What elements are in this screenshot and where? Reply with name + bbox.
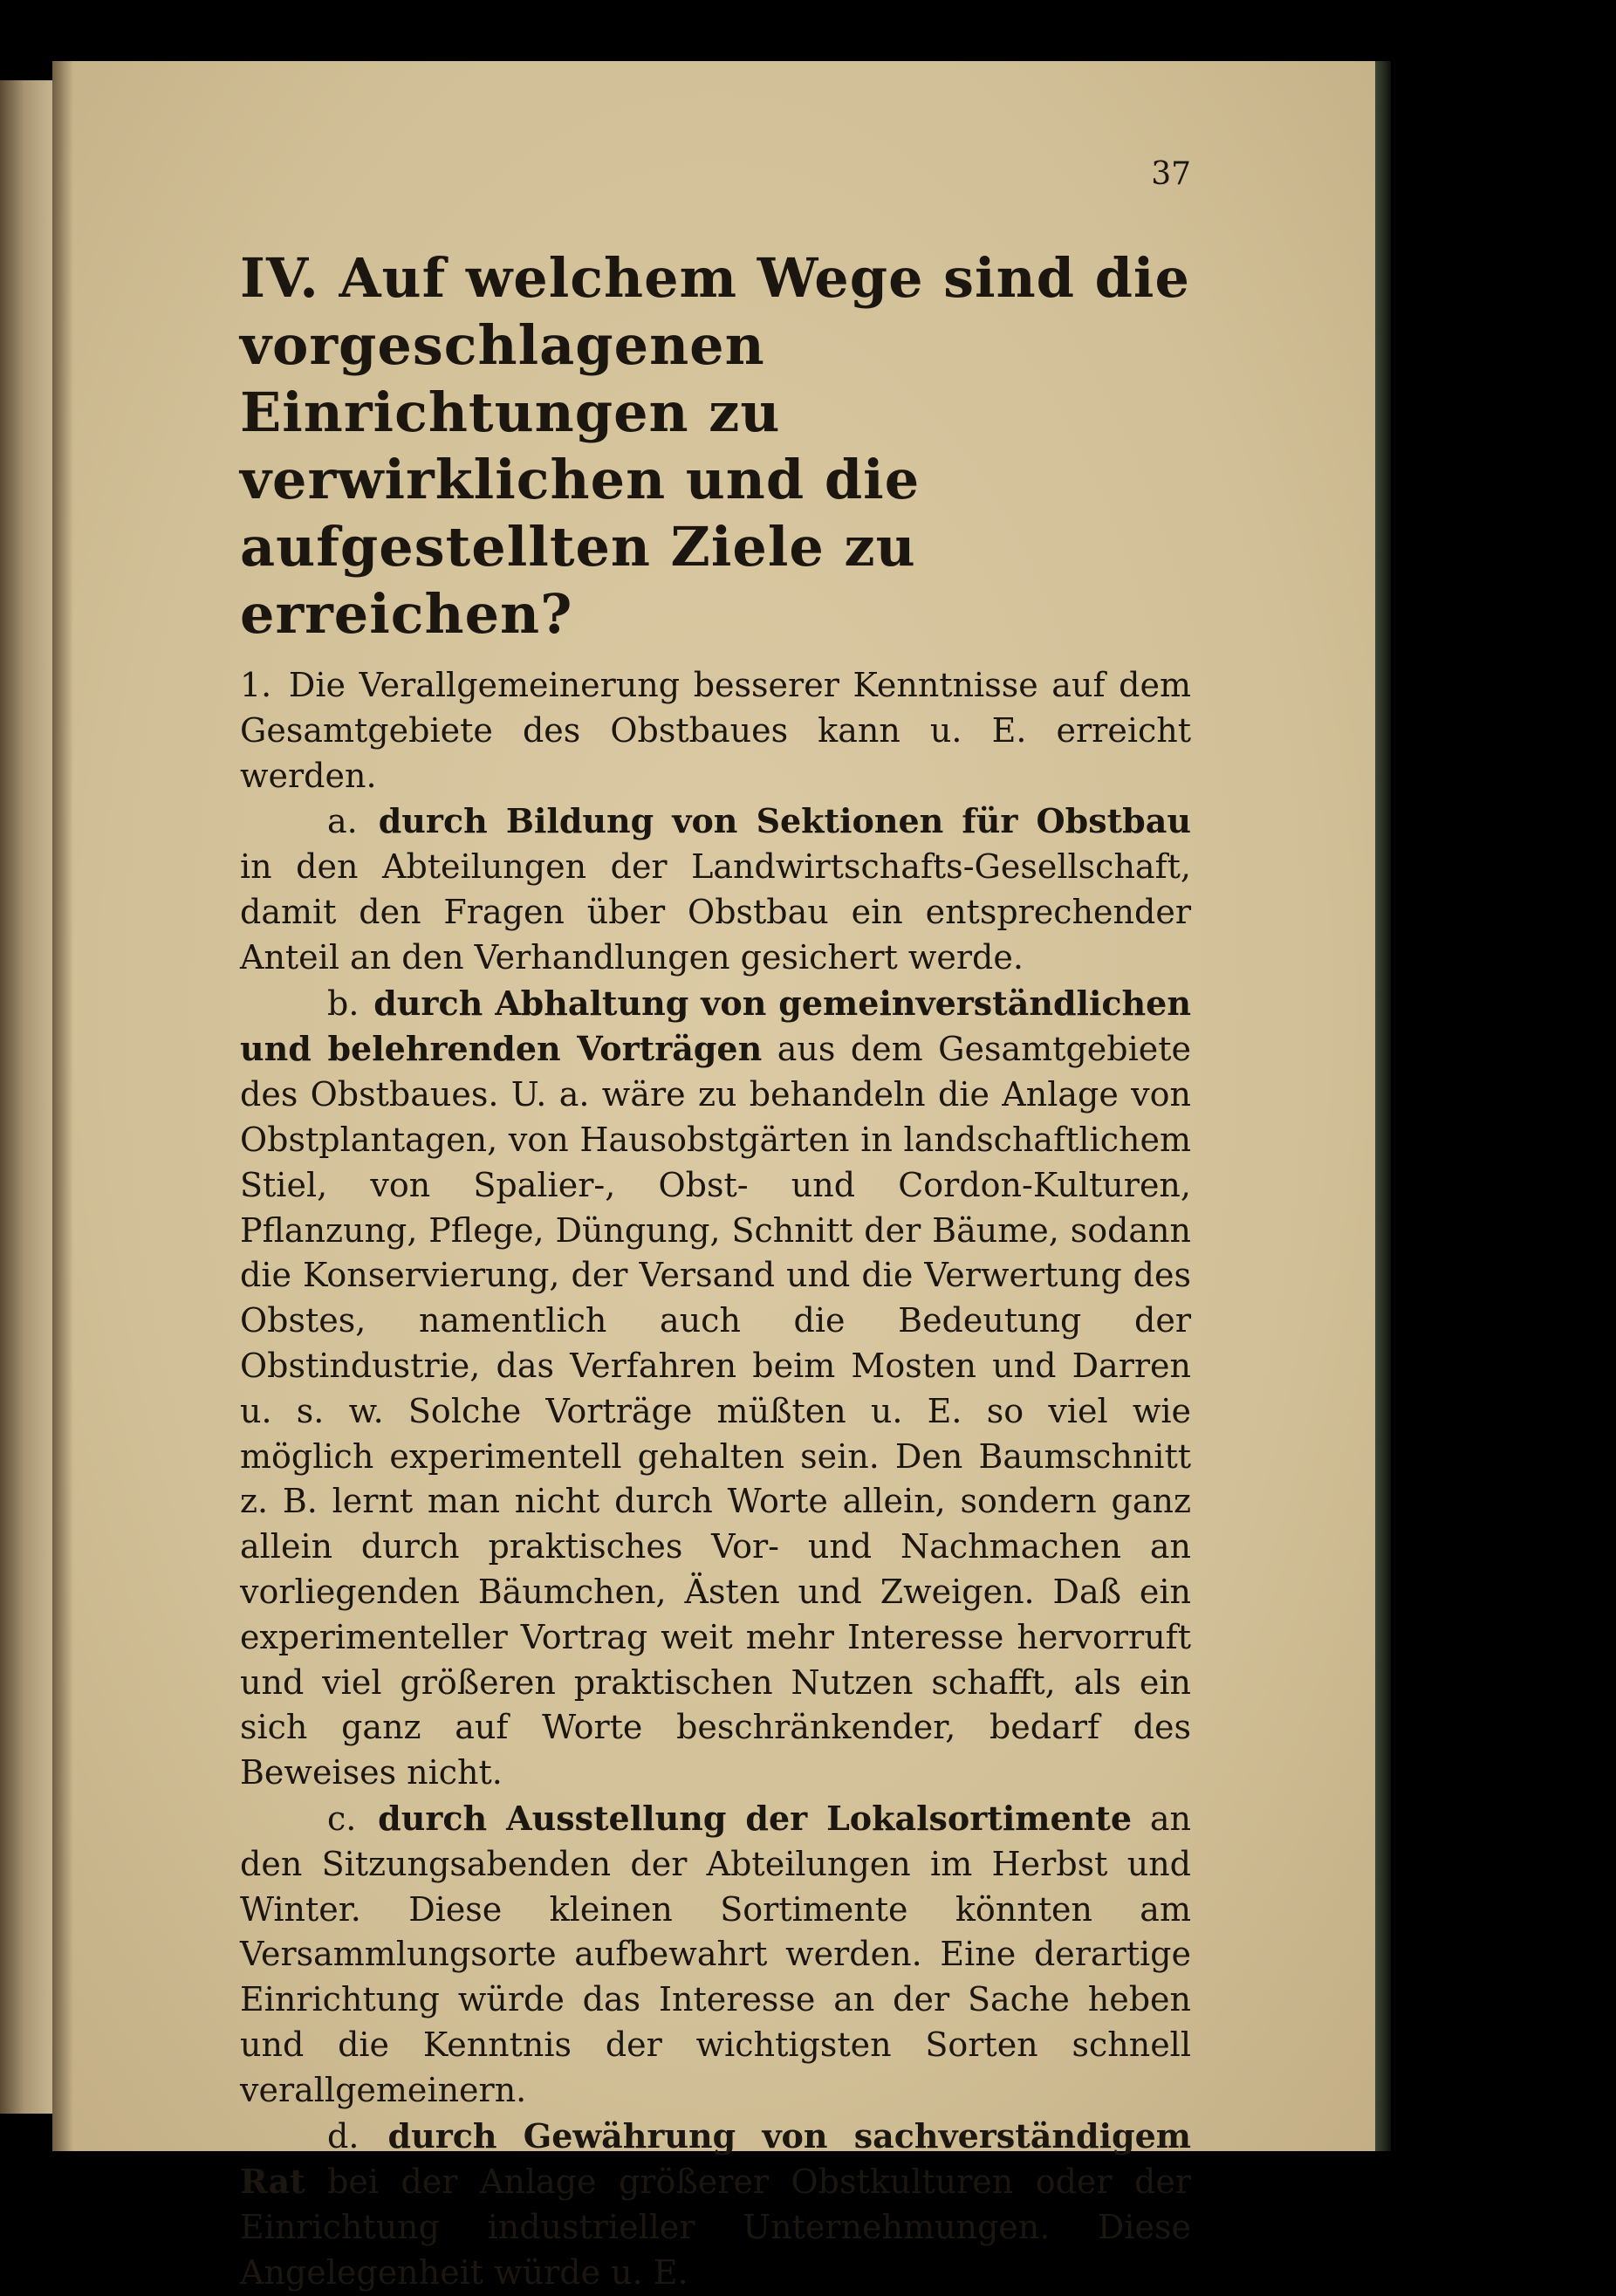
item-text: in den Abteilungen der Landwirtschafts-Gesellschaft, damit den Fragen über Obstbau ein entsprechender Anteil an den Verhandlungen gesichert werde. <box>240 847 1191 977</box>
section-1-paragraph <box>240 663 1191 798</box>
item-text: aus dem Gesamtgebiete des Obstbaues. U. a. wäre zu behandeln die Anlage von Obstplantagen, von Hausobstgärten in landschaftlichem Stiel, von Spalier-, Obst- und Cordon-Kulturen, Pflanzung, Pflege, Düngung, Schnitt der Bäume, sodann die Konservierung, der Versand und die Verwertung des Obstes, namentlich auch die Bedeutung der Obstindustrie, das Verfahren beim Mosten und Darren u. s. w. Solche Vorträge müßten u. E. so viel wie möglich experimentell gehalten sein. Den Baumschnitt z. B. lernt man nicht durch Worte allein, sondern ganz allein durch praktisches Vor- und Nachmachen an vorliegenden Bäumchen, Ästen und Zweigen. Daß ein experimenteller Vortrag weit mehr Interesse hervorruft und viel größeren praktischen Nutzen schafft, als ein sich ganz auf Worte beschränkender, bedarf des Beweises nicht. <box>240 1030 1191 1792</box>
item-text: an den Sitzungsabenden der Abteilungen im Herbst und Winter. Diese kleinen Sortimente könnten am Versammlungsorte aufbewahrt werden. Eine derartige Einrichtung würde das Interesse an der Sache heben und die Kenntnis der wichtigsten Sorten schnell verallgemeinern. <box>240 1799 1191 2109</box>
item-label: b. <box>327 984 359 1023</box>
item-lead: durch Ausstellung der Lokalsortimente <box>378 1798 1133 1838</box>
list-item-c <box>240 1796 1191 2114</box>
item-label: a. <box>327 802 358 841</box>
page-number: 37 <box>1151 156 1191 192</box>
page-content <box>240 148 1191 2296</box>
book-cover-edge <box>1375 61 1391 2151</box>
item-label: d. <box>327 2116 359 2155</box>
page-gutter-shadow <box>52 61 73 2151</box>
list-item-a <box>240 798 1191 980</box>
item-lead: durch Bildung von Sektionen für Obstbau <box>378 801 1191 841</box>
item-label: c. <box>327 1799 357 1838</box>
section-1-text: Die Verallgemeinerung besserer Kenntnisse auf dem Gesamtgebiete des Obstbaues kann u. E. erreicht werden. <box>240 666 1191 795</box>
section-number: 1. <box>240 666 272 704</box>
item-lead: durch Gewährung von sachverständigem Rat <box>240 2115 1191 2202</box>
item-text: bei der Anlage größerer Obstkulturen oder der Einrichtung industrieller Unternehmungen. Diese Angelegenheit würde u. E. <box>240 2162 1191 2292</box>
list-item-d <box>240 2114 1191 2296</box>
list-item-b <box>240 981 1191 1796</box>
item-lead: durch Abhaltung von gemeinverständlichen und belehrenden Vorträgen <box>240 983 1191 1069</box>
chapter-heading: IV. Auf welchem Wege sind die vorgeschlagenen Einrichtungen zu verwirklichen und die aufgestellten Ziele zu erreichen? <box>240 246 1190 646</box>
